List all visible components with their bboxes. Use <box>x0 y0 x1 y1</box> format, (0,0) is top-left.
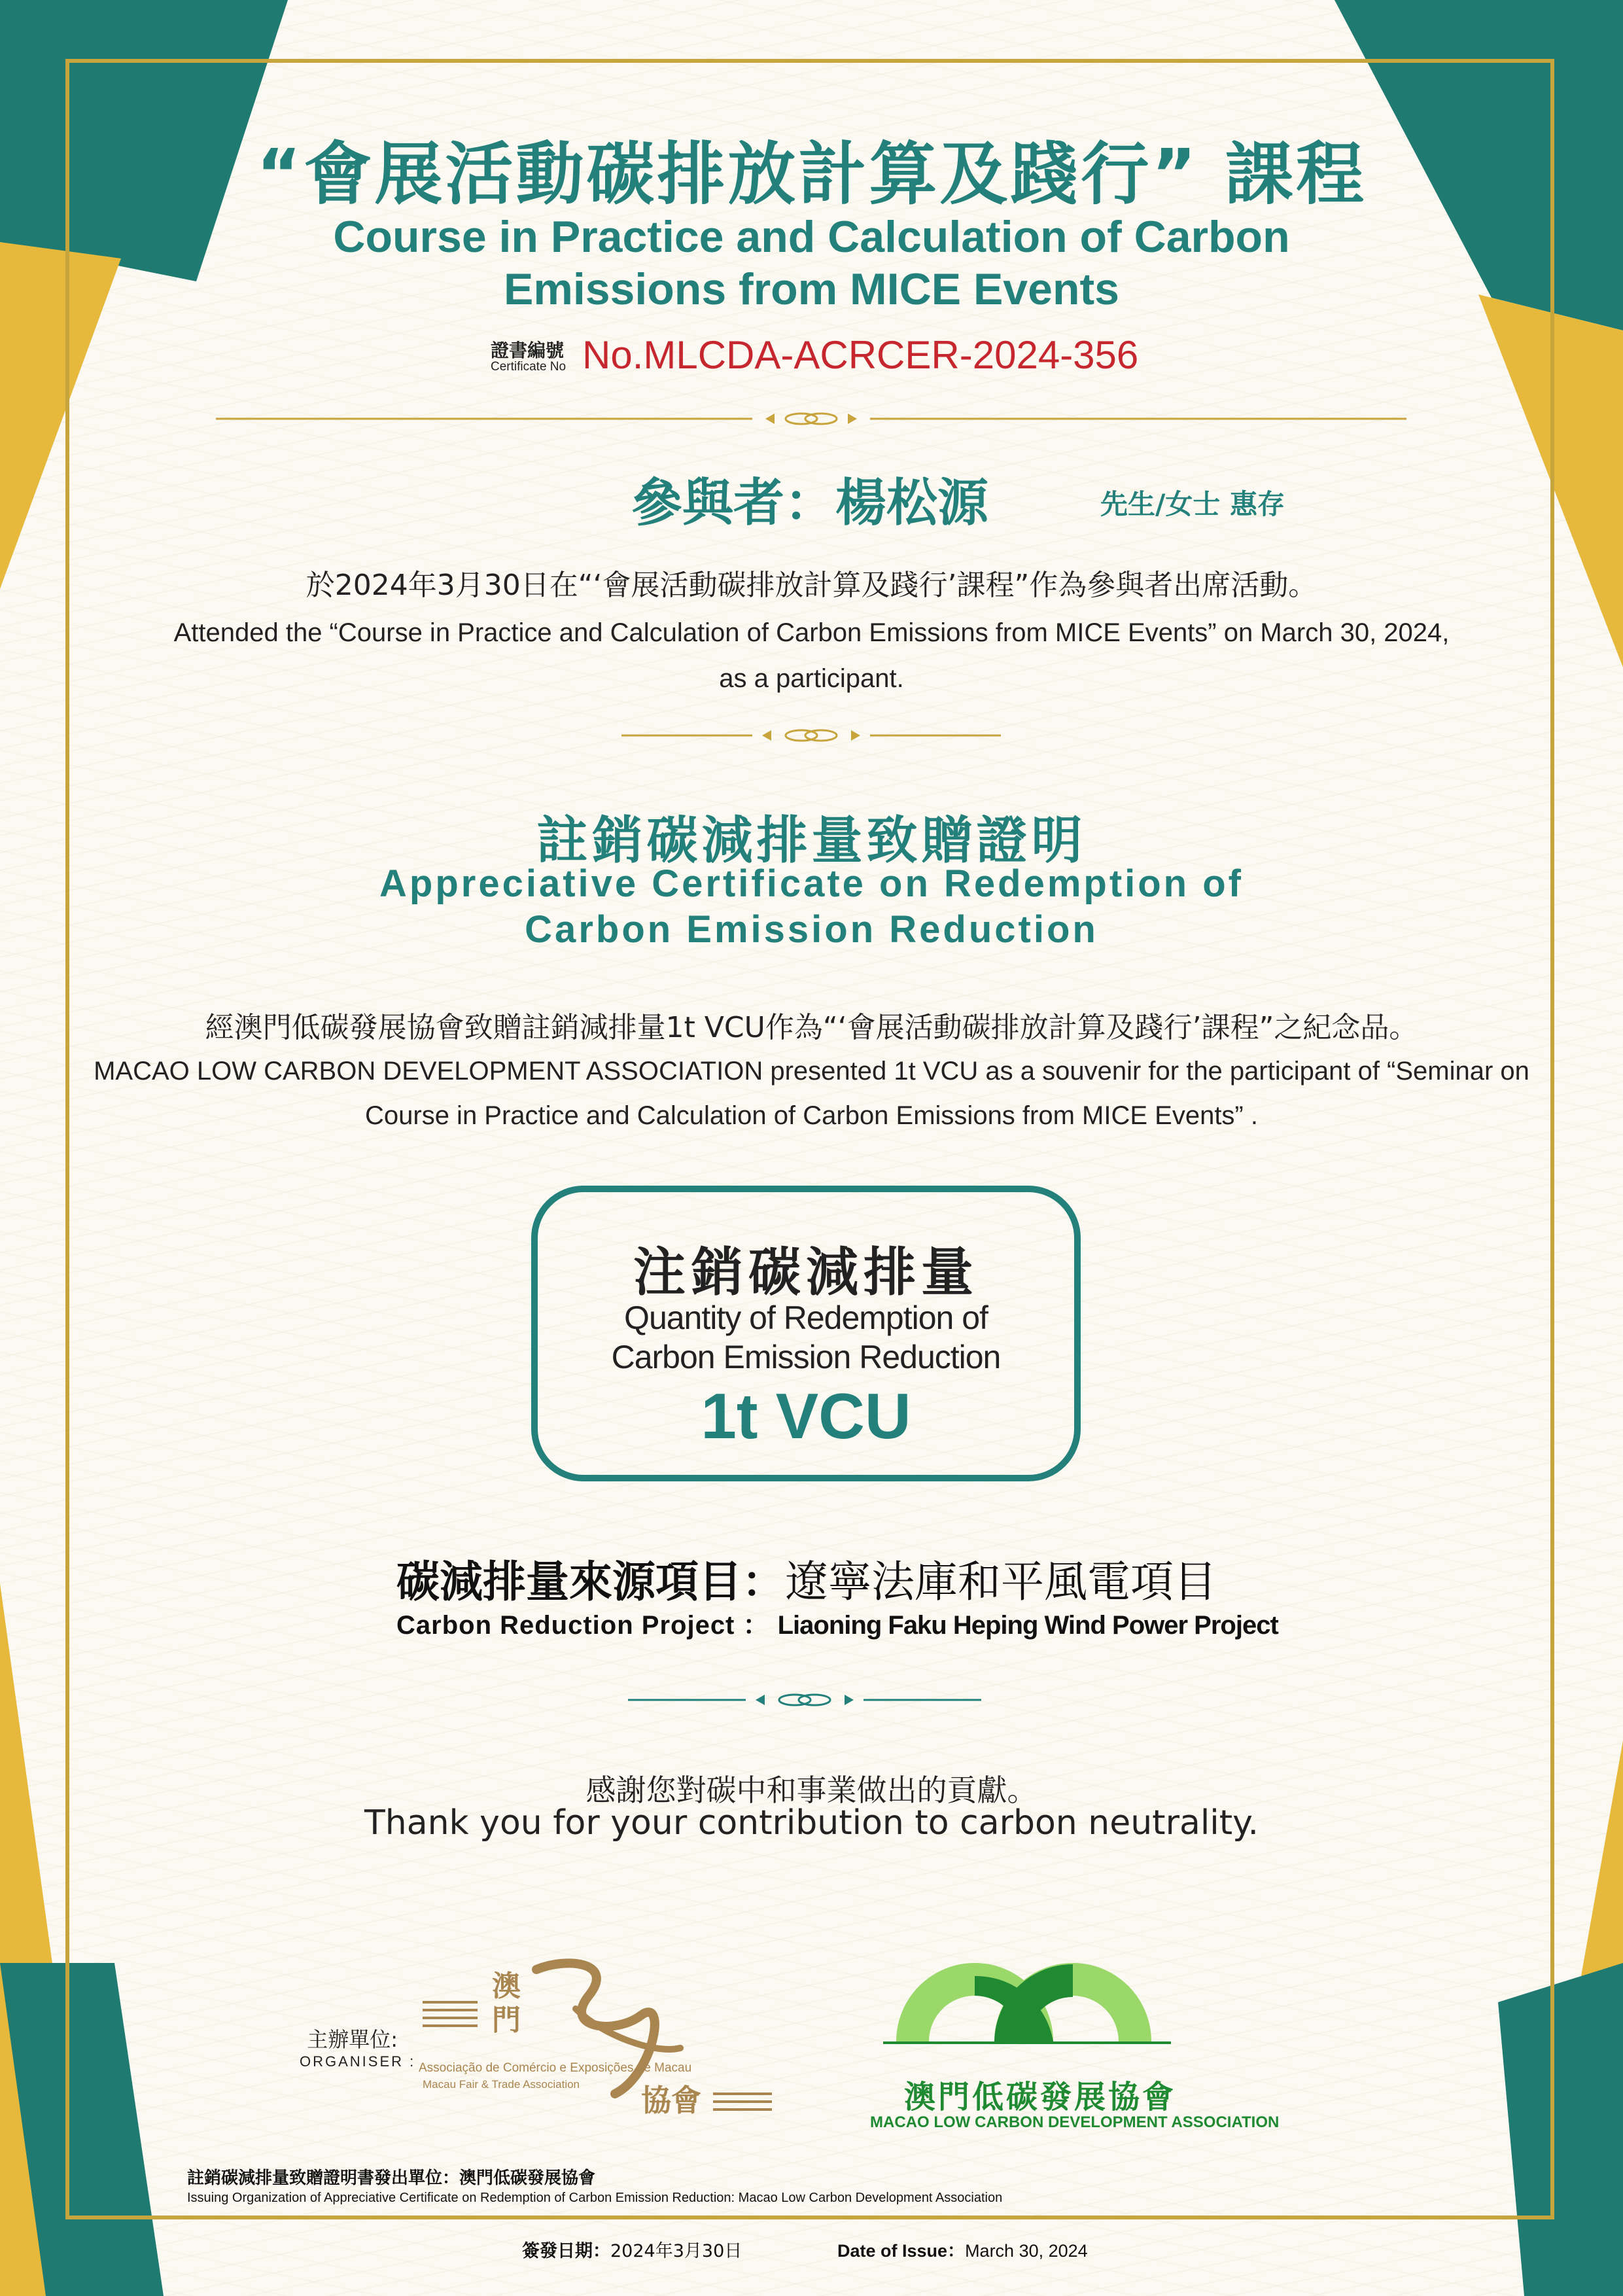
quantity-title-zh: 注銷碳減排量 <box>633 1242 979 1303</box>
attendance-text-zh: 於2024年3月30日在“‘會展活動碳排放計算及踐行’課程”作為參與者出席活動。 <box>305 569 1318 602</box>
project-label-en: Carbon Reduction Project ： <box>396 1611 770 1640</box>
mlcda-logo-mark <box>870 1950 1210 2074</box>
quantity-title-en: Quantity of Redemption of Carbon Emission Reduction <box>611 1299 1001 1375</box>
thanks-zh: 感謝您對碳中和事業做出的貢獻。 <box>585 1773 1038 1808</box>
gold-frame <box>65 59 1554 2219</box>
issuer-zh: 註銷碳減排量致贈證明書發出單位：澳門低碳發展協會 <box>187 2168 596 2188</box>
certificate-desc-zh: 經澳門低碳發展協會致贈註銷減排量1t VCU作為“‘會展活動碳排放計算及踐行’課程”之紀念品。 <box>205 1011 1418 1044</box>
mlcda-name-zh: 澳門低碳發展協會 <box>903 2079 1176 2115</box>
issue-date-en: Date of Issue：March 30, 2024 <box>837 2241 1088 2261</box>
project-en <box>396 1604 1278 1642</box>
svg-text:澳: 澳 <box>492 1969 521 2003</box>
project-name-zh: 遼寧法庫和平風電項目 <box>785 1557 1217 1607</box>
thanks-en: Thank you for your contribution to carbon neutrality. <box>364 1803 1259 1843</box>
mfta-name-pt: Associação de Comércio e Exposições de Macau <box>419 2061 692 2075</box>
mfta-logo <box>419 1956 785 2120</box>
project-label-zh: 碳減排量來源項目： <box>396 1557 785 1607</box>
project-zh <box>396 1547 1217 1609</box>
project-name-en: Liaoning Faku Heping Wind Power Project <box>777 1611 1278 1640</box>
quantity-box <box>531 1186 1081 1481</box>
cert-no-value: No.MLCDA-ACRCER-2024-356 <box>582 333 1139 377</box>
mfta-name-en: Macau Fair & Trade Association <box>423 2078 580 2091</box>
certificate-desc-en: MACAO LOW CARBON DEVELOPMENT ASSOCIATION presented 1t VCU as a souvenir for the participant of “Seminar on Course in Practice and Calculation of Carbon Emissions from MICE Events” . <box>94 1057 1529 1130</box>
certificate-title-en: Appreciative Certificate on Redemption of Carbon Emission Reduction <box>379 862 1244 951</box>
attendance-text-en: Attended the “Course in Practice and Calculation of Carbon Emissions from MICE Events” on March 30, 2024, as a participant. <box>173 618 1450 693</box>
svg-text:協會: 協會 <box>641 2083 701 2118</box>
course-title-zh: “會展活動碳排放計算及踐行” 課程 <box>256 134 1367 214</box>
issue-date-zh: 簽發日期：2024年3月30日 <box>522 2241 742 2261</box>
ornament-divider <box>216 406 1406 432</box>
mlcda-name-en: MACAO LOW CARBON DEVELOPMENT ASSOCIATION <box>870 2113 1280 2131</box>
svg-text:門: 門 <box>492 2004 521 2037</box>
mlcda-logo <box>870 1950 1280 2133</box>
participant-name: 參與者：楊松源 <box>631 474 989 533</box>
mfta-logo-mark <box>419 1956 785 2120</box>
cert-no-label-zh: 證書編號 <box>491 340 565 361</box>
issuer-en: Issuing Organization of Appreciative Certificate on Redemption of Carbon Emission Reduction: Macao Low Carbon Development Association <box>187 2191 1003 2205</box>
cert-no-label-en: Certificate No <box>491 360 567 374</box>
ornament-divider <box>621 722 1001 749</box>
course-title-en: Course in Practice and Calculation of Carbon Emissions from MICE Events <box>333 212 1290 314</box>
quantity-value: 1t VCU <box>701 1380 911 1452</box>
certificate-title-zh: 註銷碳減排量致贈證明 <box>536 811 1087 870</box>
participant-salutation: 先生/女士 惠存 <box>1100 488 1285 520</box>
ornament-divider <box>628 1687 981 1713</box>
organiser-label: 主辦單位: ORGANISER : <box>300 2027 416 2070</box>
